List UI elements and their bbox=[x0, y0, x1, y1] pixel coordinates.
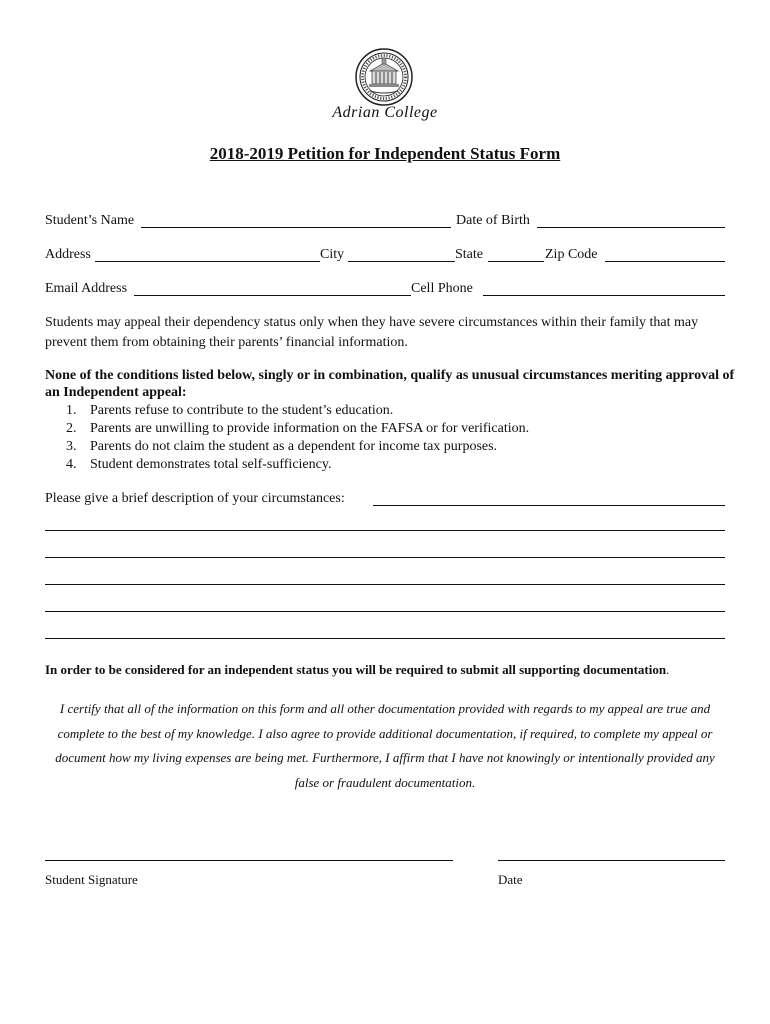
form-title bbox=[0, 144, 770, 164]
college-seal-icon bbox=[355, 48, 413, 106]
address-field[interactable] bbox=[95, 261, 320, 262]
description-line[interactable] bbox=[45, 611, 725, 612]
college-name: Adrian College bbox=[332, 104, 438, 121]
zip-code-field[interactable] bbox=[605, 261, 725, 262]
notice-period: . bbox=[666, 662, 670, 677]
city-label: City bbox=[320, 247, 345, 262]
description-line[interactable] bbox=[45, 557, 725, 558]
cell-phone-label: Cell Phone bbox=[411, 281, 473, 296]
description-field[interactable] bbox=[373, 505, 725, 506]
list-text: Parents refuse to contribute to the student’s education. bbox=[90, 403, 394, 418]
list-text: Parents are unwilling to provide information on the FAFSA or for verification. bbox=[90, 421, 530, 436]
list-number: 4. bbox=[66, 457, 77, 472]
documentation-notice bbox=[45, 662, 735, 678]
city-field[interactable] bbox=[348, 261, 455, 262]
state-field[interactable] bbox=[488, 261, 544, 262]
description-row bbox=[45, 490, 725, 508]
cell-phone-field[interactable] bbox=[483, 295, 725, 296]
state-label: State bbox=[455, 247, 483, 262]
student-name-label: Student’s Name bbox=[45, 213, 135, 228]
signature-date-label: Date bbox=[498, 872, 523, 887]
name-dob-row bbox=[45, 212, 725, 230]
zip-code-label: Zip Code bbox=[545, 247, 598, 262]
list-number: 2. bbox=[66, 421, 77, 436]
address-row bbox=[45, 246, 725, 264]
list-item bbox=[66, 456, 529, 474]
date-of-birth-label: Date of Birth bbox=[456, 213, 530, 228]
form-title-text: 2018-2019 Petition for Independent Status Form bbox=[209, 144, 561, 163]
list-item bbox=[66, 420, 529, 438]
student-signature-field[interactable] bbox=[45, 860, 453, 861]
description-line[interactable] bbox=[45, 530, 725, 531]
description-line[interactable] bbox=[45, 584, 725, 585]
signature-date-field[interactable] bbox=[498, 860, 725, 861]
documentation-notice-text: In order to be considered for an independent status you will be required to submit all supporting documentation bbox=[45, 662, 667, 677]
conditions-heading: None of the conditions listed below, singly or in combination, qualify as unusual circumstances meriting approval of an Independent appeal: bbox=[45, 368, 735, 400]
description-label: Please give a brief description of your circumstances: bbox=[45, 491, 345, 506]
list-item bbox=[66, 438, 529, 456]
email-address-label: Email Address bbox=[45, 281, 128, 296]
certification-statement: I certify that all of the information on this form and all other documentation provided with regards to my appeal are true and complete to the best of my knowledge. I also agree to provide additional documentation, if required, to complete my appeal or document how my living expenses are being met. Furthermore, I affirm that I have not knowingly or intentionally provided any false or fraudulent documentation. bbox=[55, 701, 715, 790]
date-of-birth-field[interactable] bbox=[537, 227, 725, 228]
list-item bbox=[66, 402, 529, 420]
student-name-field[interactable] bbox=[141, 227, 451, 228]
list-text: Student demonstrates total self-sufficiency. bbox=[90, 457, 332, 472]
description-line[interactable] bbox=[45, 638, 725, 639]
intro-paragraph: Students may appeal their dependency status only when they have severe circumstances within their family that may prevent them from obtaining their parents’ financial information. bbox=[45, 315, 699, 350]
email-phone-row bbox=[45, 280, 725, 298]
conditions-list bbox=[66, 402, 529, 474]
email-address-field[interactable] bbox=[134, 295, 411, 296]
address-label: Address bbox=[45, 247, 91, 262]
list-text: Parents do not claim the student as a dependent for income tax purposes. bbox=[90, 439, 498, 454]
student-signature-label: Student Signature bbox=[45, 872, 138, 887]
list-number: 1. bbox=[66, 403, 77, 418]
list-number: 3. bbox=[66, 439, 77, 454]
